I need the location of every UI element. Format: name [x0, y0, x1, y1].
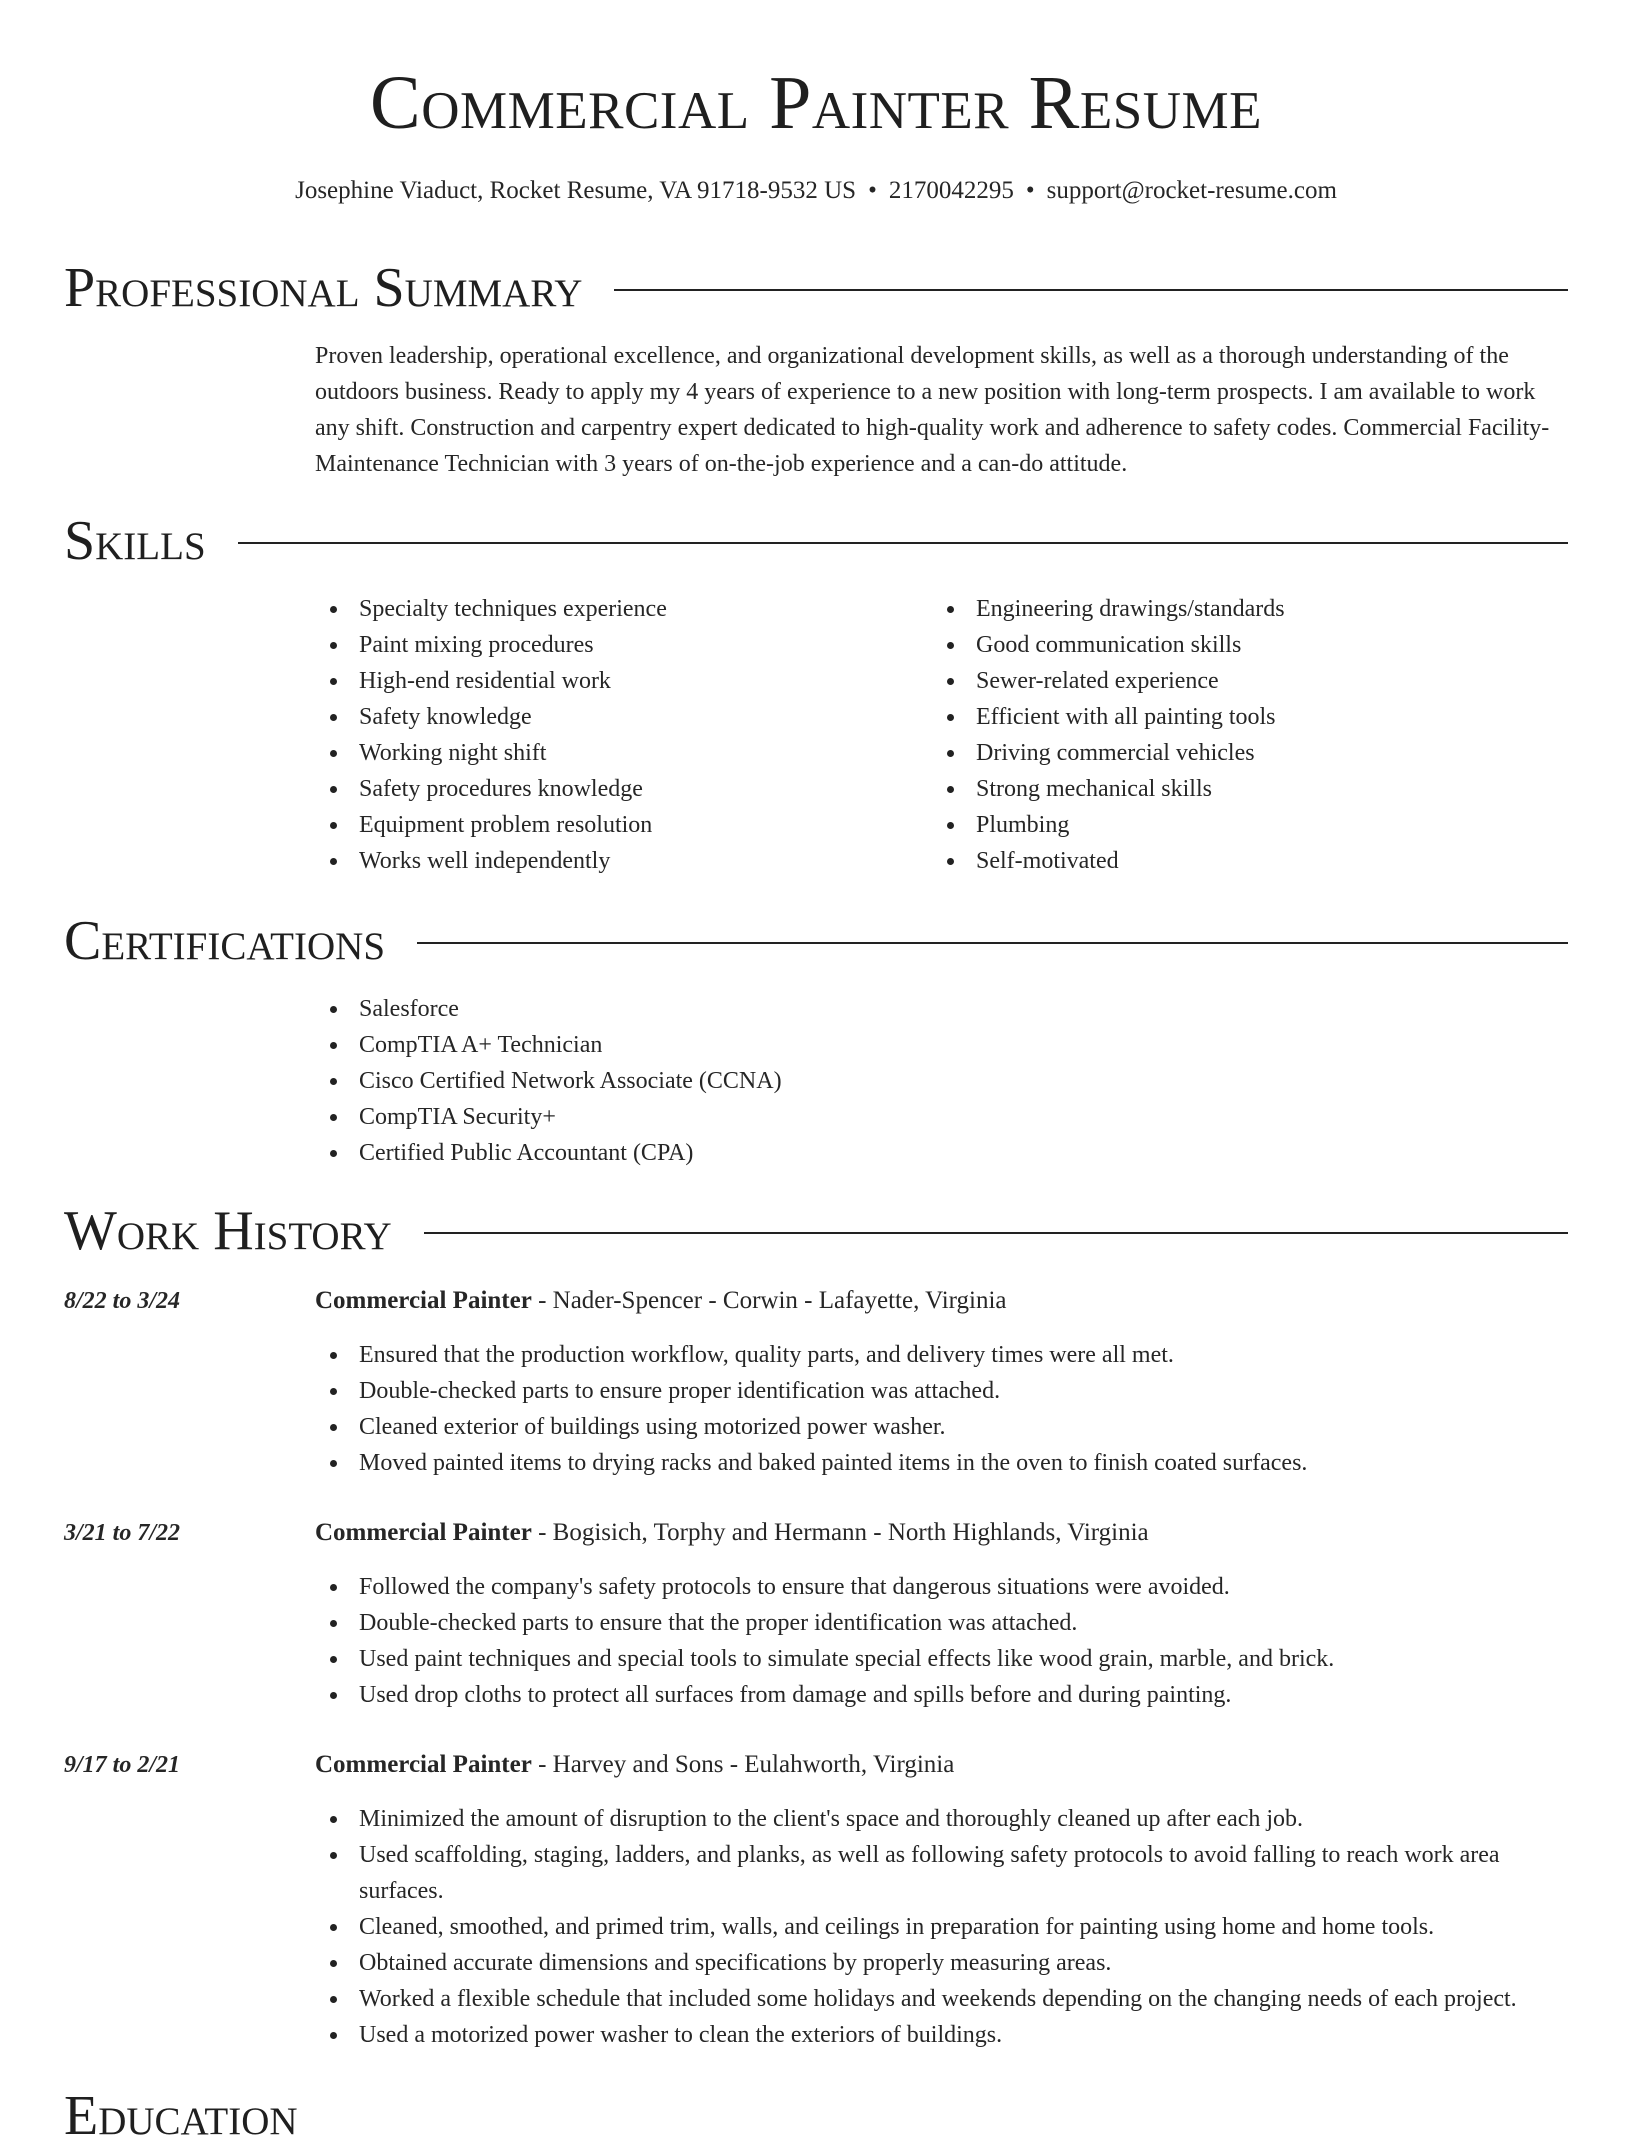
contact-address: Josephine Viaduct, Rocket Resume, VA 91718-9532 US [295, 177, 857, 204]
section-divider [238, 542, 1568, 544]
job-duty: Cleaned, smoothed, and primed trim, walls, and ceilings in preparation for painting using home and home tools. [315, 1909, 1575, 1945]
job-duties-list [315, 1801, 1575, 2053]
summary-text: Proven leadership, operational excellence, and organizational development skills, as well as a thorough understanding of the outdoors business. Ready to apply my 4 years of experience to a new position with long-term prospects. I am available to work any shift. Construction and carpentry expert dedicated to high-quality work and adherence to safety codes. Commercial Facility-Maintenance Technician with 3 years of on-the-job experience and a can-do attitude. [315, 343, 1550, 477]
job-duties-list [315, 1337, 1575, 1481]
job-header [315, 1747, 1575, 1783]
job-title: Commercial Painter [315, 1751, 532, 1778]
skill-item: Paint mixing procedures [315, 627, 915, 663]
resume-title: Commercial Painter Resume [370, 61, 1262, 145]
contact-separator: • [1025, 177, 1035, 204]
job-dates: 3/21 to 7/22 [64, 1520, 181, 1546]
certifications-heading: Certifications [64, 910, 386, 972]
job-duty: Used scaffolding, staging, ladders, and planks, as well as following safety protocols to avoid falling to reach work area surfaces. [315, 1837, 1575, 1909]
summary-heading: Professional Summary [64, 257, 583, 319]
skill-item: Strong mechanical skills [932, 771, 1532, 807]
skill-item: Working night shift [315, 735, 915, 771]
skill-item: Efficient with all painting tools [932, 699, 1532, 735]
contact-email: support@rocket-resume.com [1046, 177, 1337, 204]
skills-section-header [64, 509, 1568, 573]
job-duties-list [315, 1569, 1575, 1713]
contact-line [0, 175, 1632, 207]
section-divider [424, 1232, 1568, 1234]
job-duty: Followed the company's safety protocols to ensure that dangerous situations were avoided. [315, 1569, 1575, 1605]
skill-item: Self-motivated [932, 843, 1532, 879]
job-duty: Obtained accurate dimensions and specifications by properly measuring areas. [315, 1945, 1575, 1981]
summary-section-header [64, 256, 1568, 320]
job-duty: Minimized the amount of disruption to the client's space and thoroughly cleaned up after each job. [315, 1801, 1575, 1837]
education-section-header [64, 2084, 1568, 2148]
job-duty: Used drop cloths to protect all surfaces from damage and spills before and during painting. [315, 1677, 1575, 1713]
job-dates: 9/17 to 2/21 [64, 1752, 181, 1778]
job-duty: Used a motorized power washer to clean the exteriors of buildings. [315, 2017, 1575, 2053]
contact-separator: • [868, 177, 877, 204]
skill-item: Plumbing [932, 807, 1532, 843]
job-dates: 8/22 to 3/24 [64, 1288, 181, 1314]
skill-item: Good communication skills [932, 627, 1532, 663]
skill-item: Equipment problem resolution [315, 807, 915, 843]
job-duty: Double-checked parts to ensure that the proper identification was attached. [315, 1605, 1575, 1641]
job-duty: Used paint techniques and special tools to simulate special effects like wood grain, marble, and brick. [315, 1641, 1575, 1677]
job-header [315, 1283, 1575, 1319]
job-employer: - Nader-Spencer - Corwin - Lafayette, Virginia [531, 1287, 1007, 1314]
skills-list-left [315, 591, 915, 879]
certification-item: CompTIA Security+ [315, 1099, 1315, 1135]
skill-item: Engineering drawings/standards [932, 591, 1532, 627]
contact-phone: 2170042295 [888, 177, 1014, 204]
job-duty: Cleaned exterior of buildings using motorized power washer. [315, 1409, 1575, 1445]
skill-item: Sewer-related experience [932, 663, 1532, 699]
job-title: Commercial Painter [315, 1287, 532, 1314]
job-duty: Ensured that the production workflow, quality parts, and delivery times were all met. [315, 1337, 1575, 1373]
job-header [315, 1515, 1575, 1551]
job-title: Commercial Painter [315, 1519, 532, 1546]
job-employer: - Harvey and Sons - Eulahworth, Virginia [531, 1751, 955, 1778]
skill-item: Driving commercial vehicles [932, 735, 1532, 771]
work-history-heading: Work History [64, 1200, 392, 1262]
skills-heading: Skills [64, 510, 206, 572]
section-divider [614, 289, 1568, 291]
certification-item: Certified Public Accountant (CPA) [315, 1135, 1315, 1171]
certifications-section-header [64, 909, 1568, 973]
job-duty: Moved painted items to drying racks and baked painted items in the oven to finish coated surfaces. [315, 1445, 1575, 1481]
skill-item: High-end residential work [315, 663, 915, 699]
skill-item: Safety procedures knowledge [315, 771, 915, 807]
job-duty: Double-checked parts to ensure proper identification was attached. [315, 1373, 1575, 1409]
work-history-section-header [64, 1199, 1568, 1263]
certifications-list [315, 991, 1315, 1171]
section-divider [417, 942, 1568, 944]
job-employer: - Bogisich, Torphy and Hermann - North Highlands, Virginia [531, 1519, 1149, 1546]
certification-item: Cisco Certified Network Associate (CCNA) [315, 1063, 1315, 1099]
education-heading: Education [64, 2085, 298, 2147]
certification-item: Salesforce [315, 991, 1315, 1027]
skill-item: Safety knowledge [315, 699, 915, 735]
certification-item: CompTIA A+ Technician [315, 1027, 1315, 1063]
skill-item: Specialty techniques experience [315, 591, 915, 627]
skill-item: Works well independently [315, 843, 915, 879]
job-duty: Worked a flexible schedule that included some holidays and weekends depending on the changing needs of each project. [315, 1981, 1575, 2017]
skills-list-right [932, 591, 1532, 879]
